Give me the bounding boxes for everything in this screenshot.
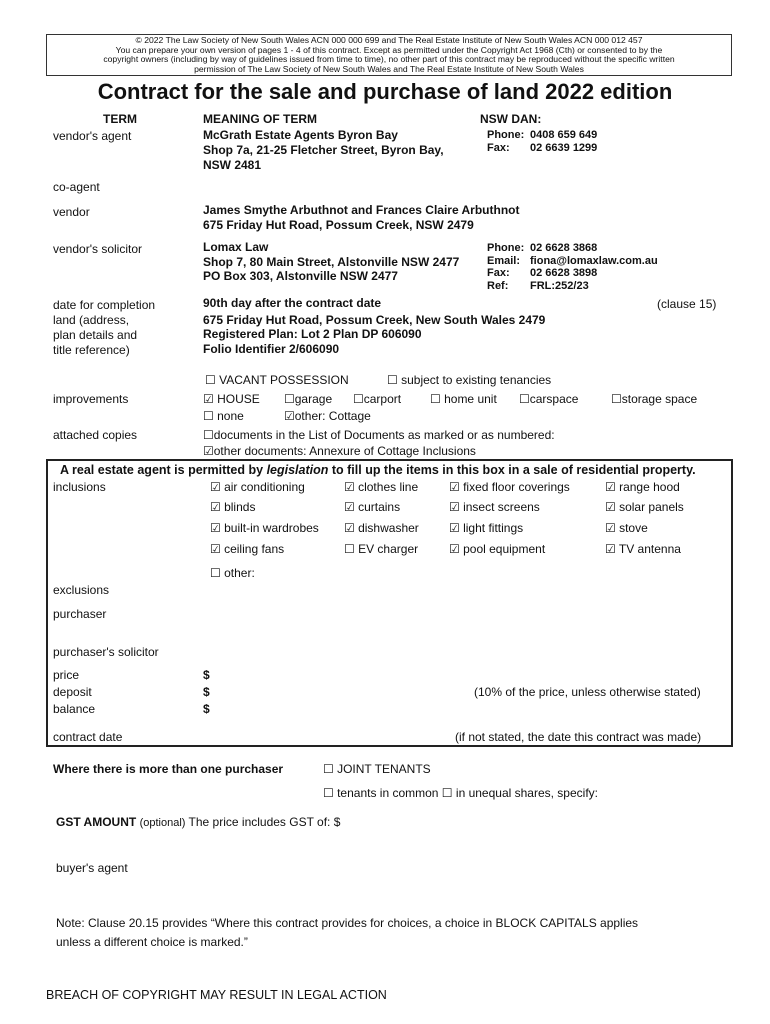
land-label: plan details and	[53, 328, 138, 342]
vendor-names: James Smythe Arbuthnot and Frances Claire Arbuthnot	[203, 203, 520, 217]
vendors-agent-address: NSW 2481	[203, 158, 262, 172]
solicitor-email: fiona@lomaxlaw.com.au	[530, 255, 658, 267]
price-label: price	[53, 668, 80, 682]
term-header: TERM	[103, 112, 137, 126]
solicitor-ref-label: Ref:	[487, 280, 509, 292]
land-label: title reference)	[53, 343, 130, 357]
joint-tenants-checkbox[interactable]: ☐ JOINT TENANTS	[323, 762, 431, 776]
inclusion-checkbox[interactable]: ☑ insect screens	[449, 500, 540, 514]
vacant-possession-checkbox[interactable]: ☐ VACANT POSSESSION	[205, 373, 349, 387]
vendors-agent-phone-label: Phone:	[487, 129, 525, 141]
vendors-agent-address: Shop 7a, 21-25 Fletcher Street, Byron Bay,	[203, 143, 444, 157]
carspace-checkbox[interactable]: ☐carspace	[519, 392, 579, 406]
tenants-in-common-checkbox[interactable]: ☐ tenants in common ☐ in unequal shares, specify:	[323, 786, 598, 800]
solicitor-address: Shop 7, 80 Main Street, Alstonville NSW 2477	[203, 255, 460, 269]
copyright-line: © 2022 The Law Society of New South Wales ACN 000 000 699 and The Real Estate Institute of New South Wales ACN 000 012 457	[135, 35, 643, 45]
land-plan: Registered Plan: Lot 2 Plan DP 606090	[203, 327, 422, 341]
inclusion-checkbox[interactable]: ☑ solar panels	[605, 500, 684, 514]
solicitor-phone-label: Phone:	[487, 242, 525, 254]
inclusion-checkbox[interactable]: ☑ curtains	[344, 500, 401, 514]
deposit-note: (10% of the price, unless otherwise stated)	[474, 685, 701, 699]
solicitor-fax-label: Fax:	[487, 267, 510, 279]
purchaser-label: purchaser	[53, 607, 107, 621]
solicitor-firm: Lomax Law	[203, 240, 269, 254]
deposit-symbol: $	[203, 685, 210, 699]
inclusion-checkbox[interactable]: ☑ dishwasher	[344, 521, 419, 535]
garage-checkbox[interactable]: ☐garage	[284, 392, 333, 406]
documents-list-checkbox[interactable]: ☐documents in the List of Documents as marked or as numbered:	[203, 428, 555, 442]
meaning-header: MEANING OF TERM	[203, 112, 317, 126]
inclusion-checkbox[interactable]: ☑ range hood	[605, 480, 680, 494]
deposit-label: deposit	[53, 685, 92, 699]
inclusions-label: inclusions	[53, 480, 106, 494]
home-unit-checkbox[interactable]: ☐ home unit	[430, 392, 497, 406]
purchasers-solicitor-label: purchaser's solicitor	[53, 645, 159, 659]
inclusion-checkbox[interactable]: ☐ EV charger	[344, 542, 419, 556]
choices-note: unless a different choice is marked.”	[56, 935, 248, 949]
inclusion-other-checkbox[interactable]: ☐ other:	[210, 566, 255, 580]
buyers-agent-label: buyer's agent	[56, 861, 128, 875]
land-address: 675 Friday Hut Road, Possum Creek, New South Wales 2479	[203, 313, 546, 327]
inclusion-checkbox[interactable]: ☑ light fittings	[449, 521, 524, 535]
inclusion-checkbox[interactable]: ☑ stove	[605, 521, 648, 535]
copyright-line: permission of The Law Society of New South Wales and The Real Estate Institute of New South Wales	[194, 63, 584, 74]
vendor-label: vendor	[53, 205, 90, 219]
multiple-purchasers-label: Where there is more than one purchaser	[53, 762, 284, 776]
vendors-agent-name: McGrath Estate Agents Byron Bay	[203, 128, 398, 142]
attached-copies-label: attached copies	[53, 428, 138, 442]
inclusion-checkbox[interactable]: ☑ TV antenna	[605, 542, 681, 556]
copyright-notice	[46, 34, 732, 76]
gst-amount: GST AMOUNT (optional) The price includes GST of: $	[56, 815, 341, 829]
solicitor-ref: FRL:252/23	[530, 280, 589, 292]
copyright-line: copyright owners (including by way of guidelines issued from time to time), no other part of this contract may be reproduced without the specific written	[103, 54, 675, 65]
copyright-warning: BREACH OF COPYRIGHT MAY RESULT IN LEGAL ACTION	[46, 988, 387, 1002]
storage-space-checkbox[interactable]: ☐storage space	[611, 392, 698, 406]
balance-label: balance	[53, 702, 96, 716]
land-folio: Folio Identifier 2/606090	[203, 342, 340, 356]
copyright-line: You can prepare your own version of pages 1 - 4 of this contract. Except as permitted under the Copyright Act 1968 (Cth) or consented to by the	[115, 44, 663, 55]
inclusion-checkbox[interactable]: ☑ pool equipment	[449, 542, 546, 556]
house-checkbox[interactable]: ☑ HOUSE	[203, 392, 260, 406]
solicitor-fax: 02 6628 3898	[530, 267, 598, 279]
completion-value: 90th day after the contract date	[203, 296, 382, 310]
completion-label: date for completion	[53, 298, 156, 312]
page-title: Contract for the sale and purchase of land 2022 edition	[97, 79, 673, 104]
choices-note: Note: Clause 20.15 provides “Where this contract provides for choices, a choice in BLOCK CAPITALS applies	[56, 916, 639, 930]
none-checkbox[interactable]: ☐ none	[203, 409, 244, 423]
inclusion-checkbox[interactable]: ☑ air conditioning	[210, 480, 305, 494]
contract-date-label: contract date	[53, 730, 123, 744]
solicitor-email-label: Email:	[487, 255, 521, 267]
other-documents-checkbox[interactable]: ☑other documents: Annexure of Cottage Inclusions	[203, 444, 476, 458]
balance-symbol: $	[203, 702, 210, 716]
inclusion-checkbox[interactable]: ☑ clothes line	[344, 480, 419, 494]
solicitor-address: PO Box 303, Alstonville NSW 2477	[203, 269, 398, 283]
vendors-agent-label: vendor's agent	[53, 129, 132, 143]
inclusion-checkbox[interactable]: ☑ fixed floor coverings	[449, 480, 570, 494]
nsw-dan-header: NSW DAN:	[480, 112, 542, 126]
agent-notice: A real estate agent is permitted by legislation to fill up the items in this box in a sale of residential property.	[60, 463, 696, 477]
exclusions-label: exclusions	[53, 583, 110, 597]
solicitor-phone: 02 6628 3868	[530, 242, 598, 254]
co-agent-label: co-agent	[53, 180, 100, 194]
contract-date-note: (if not stated, the date this contract was made)	[455, 730, 702, 744]
carport-checkbox[interactable]: ☐carport	[353, 392, 402, 406]
land-label: land (address,	[53, 313, 130, 327]
other-improvements-checkbox[interactable]: ☑other: Cottage	[284, 409, 371, 423]
vendor-address: 675 Friday Hut Road, Possum Creek, NSW 2479	[203, 218, 474, 232]
inclusion-checkbox[interactable]: ☑ blinds	[210, 500, 256, 514]
existing-tenancies-checkbox[interactable]: ☐ subject to existing tenancies	[387, 373, 552, 387]
vendors-agent-fax: 02 6639 1299	[530, 142, 598, 154]
improvements-label: improvements	[53, 392, 129, 406]
inclusion-checkbox[interactable]: ☑ built-in wardrobes	[210, 521, 319, 535]
completion-clause: (clause 15)	[657, 297, 717, 311]
vendors-agent-fax-label: Fax:	[487, 142, 510, 154]
inclusion-checkbox[interactable]: ☑ ceiling fans	[210, 542, 285, 556]
vendors-solicitor-label: vendor's solicitor	[53, 242, 142, 256]
price-symbol: $	[203, 668, 210, 682]
vendors-agent-phone: 0408 659 649	[530, 129, 598, 141]
